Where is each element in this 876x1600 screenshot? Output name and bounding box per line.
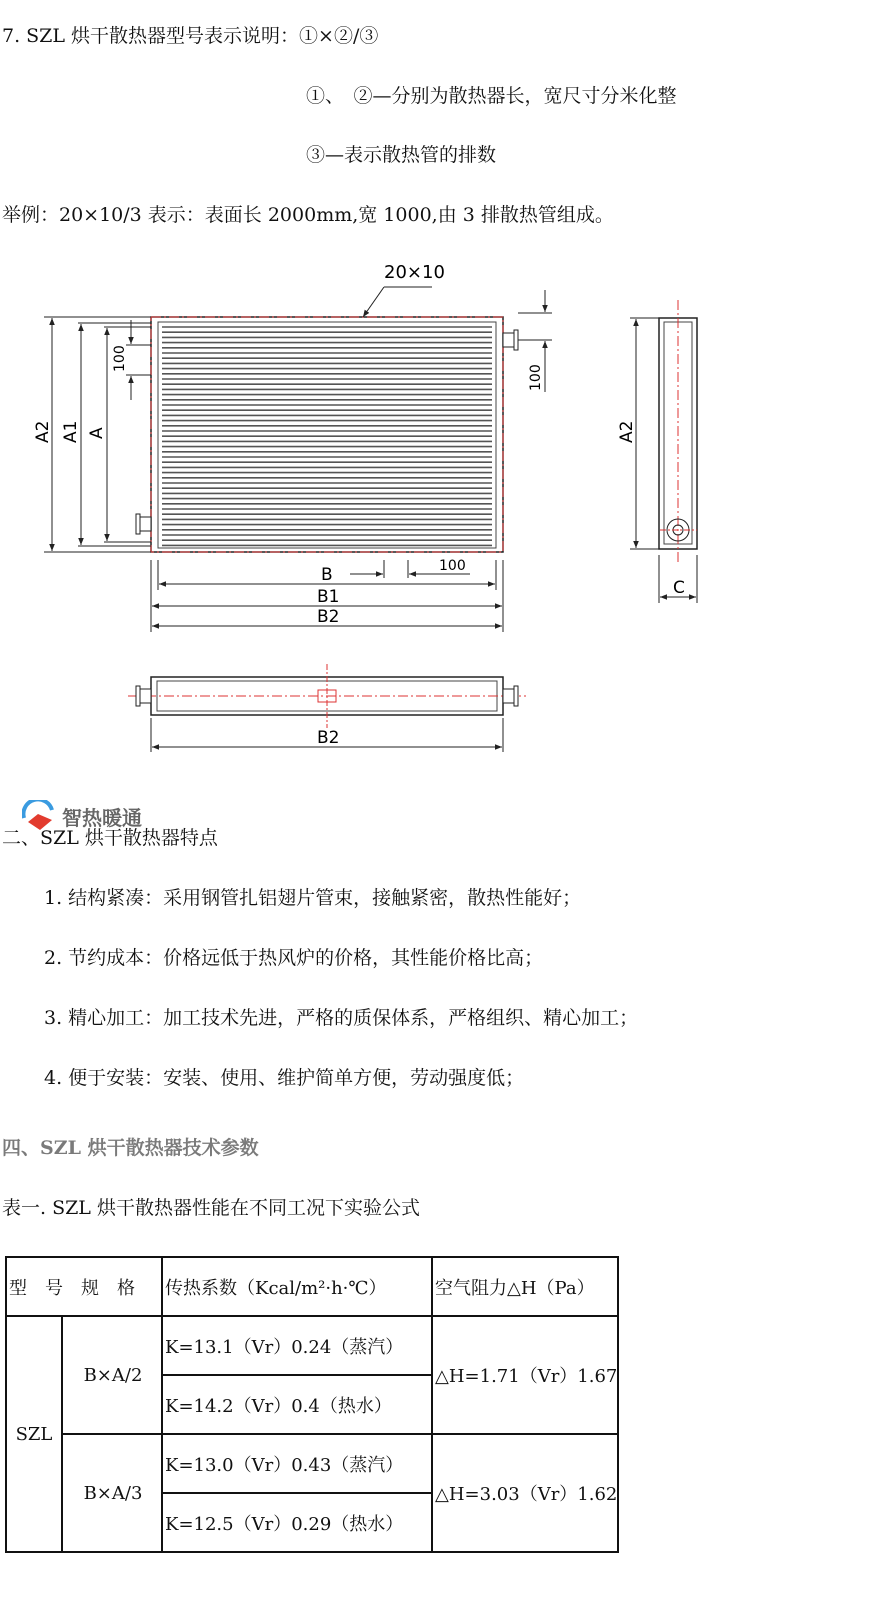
section-2-title: 二、SZL 烘干散热器特点 xyxy=(2,827,218,849)
model-cell: B×A/3 xyxy=(62,1434,162,1552)
dim-label-b: B xyxy=(321,565,333,585)
feature-2: 2. 节约成本：价格远低于热风炉的价格，其性能价格比高； xyxy=(44,947,544,969)
dh-cell: △H=3.03（Vr）1.62 xyxy=(432,1434,618,1552)
dim-label-a2: A2 xyxy=(33,420,53,443)
dim-label-100-left: 100 xyxy=(112,345,128,372)
dim-label-b2-top: B2 xyxy=(317,728,340,748)
model-cell: B×A/2 xyxy=(62,1316,162,1434)
k-cell: K=14.2（Vr）0.4（热水） xyxy=(162,1375,432,1434)
feature-4: 4. 便于安装：安装、使用、维护简单方便，劳动强度低； xyxy=(44,1067,525,1089)
header-k: 传热系数（Kcal/m²·h·℃） xyxy=(162,1257,432,1316)
feature-1: 1. 结构紧凑：采用钢管扎铝翅片管束，接触紧密，散热性能好； xyxy=(44,887,582,909)
dim-label-a: A xyxy=(87,427,107,439)
dim-label-b1: B1 xyxy=(317,587,340,607)
dim-label-100-right: 100 xyxy=(528,364,544,391)
header-dh: 空气阻力△H（Pa） xyxy=(432,1257,618,1316)
notation-detail-1: ①、 ②—分别为散热器长，宽尺寸分米化整 xyxy=(306,85,677,107)
dim-label-c: C xyxy=(673,578,685,598)
example-line: 举例：20×10/3 表示：表面长 2000mm,宽 1000,由 3 排散热管组成。 xyxy=(2,204,614,226)
dim-label-a2-side: A2 xyxy=(617,420,637,443)
table-row xyxy=(6,1316,618,1375)
k-cell: K=13.1（Vr）0.24（蒸汽） xyxy=(162,1316,432,1375)
series-cell: SZL xyxy=(6,1316,62,1552)
model-notation-line: 7. SZL 烘干散热器型号表示说明：①×②/③ xyxy=(2,25,379,47)
k-cell: K=13.0（Vr）0.43（蒸汽） xyxy=(162,1434,432,1493)
dim-label-a1: A1 xyxy=(61,420,81,443)
table-caption: 表一. SZL 烘干散热器性能在不同工况下实验公式 xyxy=(2,1197,420,1219)
logo-text: 智热暖通 xyxy=(62,806,142,830)
dh-cell: △H=1.71（Vr）1.67 xyxy=(432,1316,618,1434)
spec-table xyxy=(5,1256,619,1553)
table-row xyxy=(6,1434,618,1493)
table-header-row xyxy=(6,1257,618,1316)
feature-3: 3. 精心加工：加工技术先进，严格的质保体系，严格组织、精心加工； xyxy=(44,1007,639,1029)
dim-label-b2: B2 xyxy=(317,607,340,627)
radiator-drawing xyxy=(0,0,876,780)
notation-detail-2: ③—表示散热管的排数 xyxy=(306,144,497,166)
section-4-title: 四、SZL 烘干散热器技术参数 xyxy=(2,1137,259,1159)
drawing-model-label: 20×10 xyxy=(384,262,445,283)
dim-label-100-bottom: 100 xyxy=(439,558,466,574)
header-model: 型 号 规 格 xyxy=(6,1257,162,1316)
k-cell: K=12.5（Vr）0.29（热水） xyxy=(162,1493,432,1552)
